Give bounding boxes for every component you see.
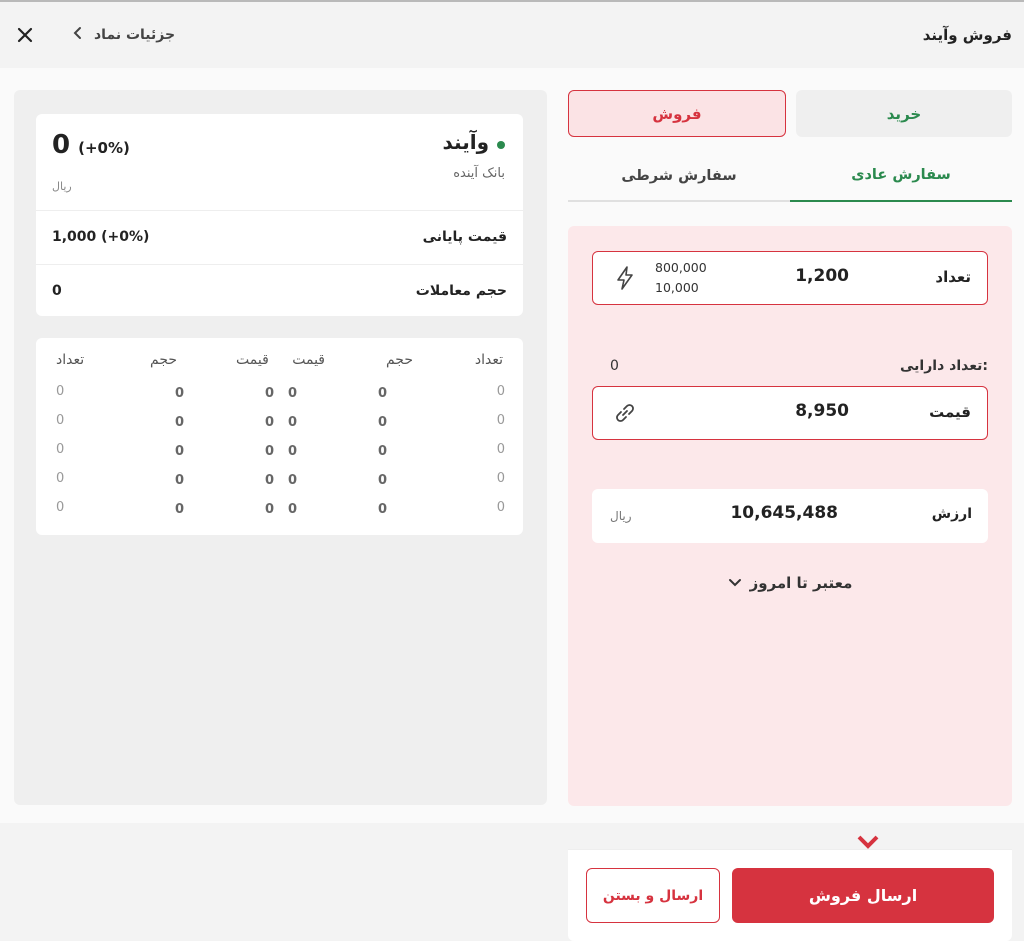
sell-tab[interactable]: فروش [568, 90, 786, 137]
last-price-unit: ریال [52, 180, 72, 193]
symbol-company: بانک آینده [453, 166, 505, 181]
order-book-cell: 0 [175, 473, 185, 488]
lightning-icon[interactable] [611, 264, 639, 292]
order-value: 10,645,488 [730, 503, 838, 523]
order-book-cell: 0 [175, 444, 185, 459]
order-book-cell: 0 [56, 413, 65, 428]
order-book-cell: 0 [265, 502, 275, 517]
buy-count-header: تعداد [474, 352, 503, 368]
symbol-details-link[interactable] [72, 24, 175, 46]
buy-tab[interactable]: خرید [796, 90, 1012, 137]
status-dot-icon [497, 141, 505, 149]
symbol-details-label: جزئیات نماد [94, 27, 176, 43]
buy-price-header: قیمت [292, 352, 325, 368]
symbol-info-card [36, 114, 523, 316]
order-value-box [592, 489, 988, 543]
window-title: فروش وآیند [922, 26, 1012, 44]
tab-conditional-order[interactable]: سفارش شرطی [621, 168, 737, 184]
order-book-cell: 0 [287, 502, 297, 517]
order-book [36, 338, 523, 535]
closing-price-row [36, 210, 523, 264]
order-book-sell [36, 338, 279, 535]
order-book-cell: 0 [496, 471, 505, 486]
price-label: قیمت [929, 403, 971, 421]
sell-volume-header: حجم [150, 352, 178, 368]
order-book-cell: 0 [56, 471, 65, 486]
validity-dropdown[interactable] [568, 574, 1012, 592]
last-price-value: 0 [52, 130, 71, 160]
order-book-cell: 0 [496, 384, 505, 399]
order-book-cell: 0 [287, 444, 297, 459]
order-actions [568, 849, 1012, 941]
order-book-cell: 0 [377, 473, 387, 488]
closing-price-value: 1,000 (+0%) [52, 229, 150, 245]
close-icon[interactable] [14, 24, 36, 46]
price-value[interactable]: 8,950 [795, 401, 849, 421]
quantity-field[interactable] [592, 251, 988, 305]
quantity-value[interactable]: 1,200 [795, 266, 849, 286]
order-book-cell: 0 [377, 444, 387, 459]
order-book-cell: 0 [496, 442, 505, 457]
order-book-cell: 0 [287, 473, 297, 488]
link-icon[interactable] [611, 399, 639, 427]
validity-label: معتبر تا امروز [749, 574, 853, 592]
quantity-limits [655, 258, 707, 298]
order-book-cell: 0 [377, 502, 387, 517]
quantity-min: 10,000 [655, 280, 699, 295]
trade-volume-label: حجم معاملات [415, 283, 507, 299]
order-book-buy [280, 338, 523, 535]
order-book-cell: 0 [496, 413, 505, 428]
order-book-cell: 0 [265, 386, 275, 401]
order-book-cell: 0 [175, 415, 185, 430]
order-book-cell: 0 [56, 500, 65, 515]
order-book-cell: 0 [287, 415, 297, 430]
sell-price-header: قیمت [236, 352, 269, 368]
order-book-cell: 0 [56, 442, 65, 457]
chevron-left-icon [72, 26, 84, 44]
order-book-cell: 0 [377, 386, 387, 401]
order-value-label: ارزش [931, 506, 972, 522]
order-book-cell: 0 [56, 384, 65, 399]
tab-normal-order[interactable]: سفارش عادی [790, 150, 1012, 202]
chevron-down-icon [728, 574, 742, 592]
trade-volume-row [36, 264, 523, 318]
trade-volume-value: 0 [52, 283, 62, 299]
last-price-change: (+0%) [78, 139, 130, 157]
closing-price-label: قیمت پایانی [422, 229, 507, 245]
order-panel [568, 90, 1014, 905]
order-book-cell: 0 [265, 444, 275, 459]
order-form [568, 226, 1012, 905]
submit-sell-button[interactable]: ارسال فروش [732, 868, 994, 923]
submit-and-close-button[interactable]: ارسال و بستن [586, 868, 720, 923]
order-type-tabs [568, 150, 1012, 202]
order-book-cell: 0 [287, 386, 297, 401]
holding-value: 0 [610, 358, 619, 374]
order-book-cell: 0 [265, 473, 275, 488]
quantity-label: تعداد [935, 268, 971, 286]
symbol-panel [14, 90, 547, 805]
order-book-cell: 0 [377, 415, 387, 430]
sell-count-header: تعداد [56, 352, 85, 368]
order-book-cell: 0 [265, 415, 275, 430]
quantity-max: 800,000 [655, 260, 707, 275]
symbol-ticker: وآیند [442, 130, 489, 154]
order-book-cell: 0 [175, 386, 185, 401]
holding-label: تعداد دارایی: [900, 358, 988, 374]
last-price [52, 130, 130, 160]
order-book-cell: 0 [175, 502, 185, 517]
order-value-unit: ریال [610, 509, 632, 523]
window-header [0, 2, 1024, 68]
order-book-cell: 0 [496, 500, 505, 515]
buy-volume-header: حجم [385, 352, 413, 368]
symbol-name [442, 130, 505, 154]
price-field[interactable] [592, 386, 988, 440]
